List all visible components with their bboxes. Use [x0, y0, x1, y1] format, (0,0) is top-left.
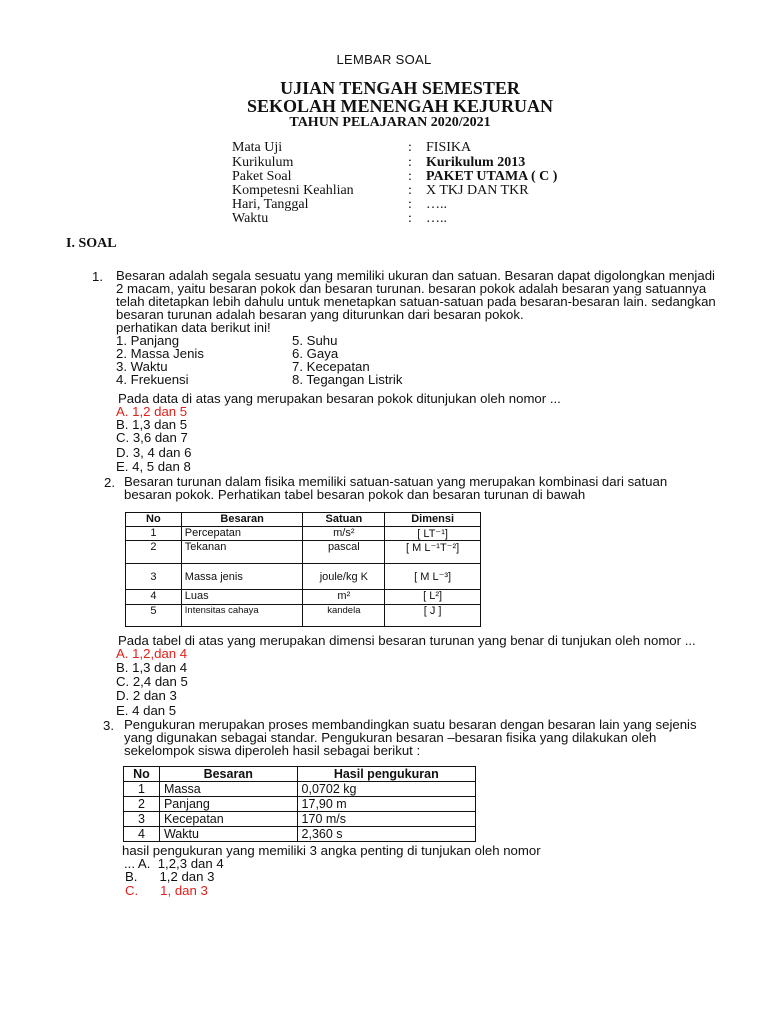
table-cell: Percepatan — [181, 527, 303, 541]
table-header-row — [126, 513, 481, 527]
table-header: Besaran — [181, 513, 303, 527]
measurement-table — [123, 766, 476, 842]
table-cell: Waktu — [159, 827, 297, 842]
table-cell: 1 — [126, 527, 182, 541]
table-cell: m² — [303, 590, 385, 605]
table-row — [126, 541, 481, 564]
question-text-line: Besaran adalah segala sesuatu yang memiliki ukuran dan satuan. Besaran dapat digolongkan menjadi — [116, 268, 715, 283]
table-row — [124, 797, 476, 812]
info-label: Mata Uji — [232, 140, 283, 155]
answer-option-correct: A. 1,2 dan 5 — [116, 404, 188, 419]
table-cell: 2 — [124, 797, 160, 812]
table-cell: 2 — [126, 541, 182, 564]
answer-option: E. 4 dan 5 — [116, 703, 177, 718]
table-cell: Massa jenis — [181, 564, 303, 590]
table-cell: 0,0702 kg — [297, 782, 475, 797]
table-header: Hasil pengukuran — [297, 767, 475, 782]
answer-option-correct: C. 1, dan 3 — [125, 883, 208, 898]
table-row — [124, 782, 476, 797]
table-cell: 4 — [126, 590, 182, 605]
info-colon: : — [408, 155, 412, 170]
table-cell: Kecepatan — [159, 812, 297, 827]
section-title: I. SOAL — [66, 236, 117, 251]
answer-option: C. 3,6 dan 7 — [116, 430, 188, 445]
table-row — [126, 564, 481, 590]
academic-year: TAHUN PELAJARAN 2020/2021 — [289, 115, 491, 130]
info-colon: : — [408, 140, 412, 155]
info-colon: : — [408, 197, 412, 212]
list-item: 4. Frekuensi — [116, 372, 189, 387]
table-header: Satuan — [303, 513, 385, 527]
info-colon: : — [408, 169, 412, 184]
table-cell: [ LT⁻¹] — [385, 527, 481, 541]
answer-option: D. 2 dan 3 — [116, 688, 177, 703]
info-value: Kurikulum 2013 — [426, 155, 526, 170]
table-cell: 170 m/s — [297, 812, 475, 827]
table-row — [126, 605, 481, 627]
info-label: Hari, Tanggal — [232, 197, 309, 212]
table-header: No — [126, 513, 182, 527]
table-cell: Tekanan — [181, 541, 303, 564]
info-value: ….. — [426, 211, 447, 226]
table-row — [124, 812, 476, 827]
table-cell: 5 — [126, 605, 182, 627]
info-label: Paket Soal — [232, 169, 292, 184]
table-cell: 1 — [124, 782, 160, 797]
school-title: SEKOLAH MENENGAH KEJURUAN — [246, 96, 554, 116]
list-item: 2. Massa Jenis — [116, 346, 204, 361]
question-text-line: besaran turunan adalah besaran yang diturunkan dari besaran pokok. — [116, 307, 524, 322]
list-item: 5. Suhu — [292, 333, 338, 348]
question-number: 3. — [103, 718, 114, 733]
info-value: FISIKA — [426, 140, 472, 155]
table-header: No — [124, 767, 160, 782]
exam-title: UJIAN TENGAH SEMESTER — [280, 78, 520, 98]
list-item: 3. Waktu — [116, 359, 168, 374]
question-text-line: yang digunakan sebagai standar. Pengukuran besaran –besaran fisika yang dilakukan oleh — [124, 730, 657, 745]
table-cell: Luas — [181, 590, 303, 605]
info-value: ….. — [426, 197, 447, 212]
question-prompt: Pada data di atas yang merupakan besaran pokok ditunjukan oleh nomor ... — [118, 391, 561, 406]
table-cell: joule/kg K — [303, 564, 385, 590]
question-text-line: Besaran turunan dalam fisika memiliki satuan-satuan yang merupakan kombinasi dari satuan — [124, 474, 668, 489]
dimension-table — [125, 512, 481, 627]
table-header-row — [124, 767, 476, 782]
table-cell: 2,360 s — [297, 827, 475, 842]
question-text-line: besaran pokok. Perhatikan tabel besaran pokok dan besaran turunan di bawah — [124, 487, 586, 502]
info-label: Kompetesni Keahlian — [232, 183, 354, 198]
question-number: 2. — [104, 475, 115, 490]
table-cell: 4 — [124, 827, 160, 842]
table-cell: [ L²] — [385, 590, 481, 605]
info-label: Waktu — [232, 211, 269, 226]
table-row — [124, 827, 476, 842]
table-cell: Intensitas cahaya — [181, 605, 303, 627]
question-text-line: Pengukuran merupakan proses membandingkan suatu besaran dengan besaran lain yang sejenis — [124, 717, 697, 732]
answer-option: B. 1,2 dan 3 — [125, 869, 215, 884]
info-value: PAKET UTAMA ( C ) — [426, 169, 558, 184]
document-label: LEMBAR SOAL — [336, 52, 432, 67]
table-row — [126, 527, 481, 541]
question-text-line: sekelompok siswa diperoleh hasil sebagai berikut : — [124, 743, 421, 758]
table-cell: pascal — [303, 541, 385, 564]
info-label: Kurikulum — [232, 155, 294, 170]
table-header: Dimensi — [385, 513, 481, 527]
table-header: Besaran — [159, 767, 297, 782]
info-colon: : — [408, 183, 412, 198]
table-cell: kandela — [303, 605, 385, 627]
table-cell: [ J ] — [385, 605, 481, 627]
answer-option: D. 3, 4 dan 6 — [116, 445, 192, 460]
question-text-line: perhatikan data berikut ini! — [116, 320, 271, 335]
table-cell: [ M L⁻¹T⁻²] — [385, 541, 481, 564]
question-prompt: Pada tabel di atas yang merupakan dimensi besaran turunan yang benar di tunjukan oleh nomor ... — [118, 633, 696, 648]
answer-option: C. 2,4 dan 5 — [116, 674, 188, 689]
list-item: 1. Panjang — [116, 333, 180, 348]
question-text-line: 2 macam, yaitu besaran pokok dan besaran turunan. besaran pokok adalah besaran yang satuannya — [116, 281, 707, 296]
answer-option: ... A. 1,2,3 dan 4 — [124, 856, 224, 871]
list-item: 7. Kecepatan — [292, 359, 370, 374]
list-item: 8. Tegangan Listrik — [292, 372, 403, 387]
table-cell: Massa — [159, 782, 297, 797]
answer-option-correct: A. 1,2,dan 4 — [116, 646, 188, 661]
table-cell: 3 — [126, 564, 182, 590]
answer-option: E. 4, 5 dan 8 — [116, 459, 191, 474]
table-cell: Panjang — [159, 797, 297, 812]
answer-option: B. 1,3 dan 5 — [116, 417, 188, 432]
question-prompt: hasil pengukuran yang memiliki 3 angka penting di tunjukan oleh nomor — [122, 843, 541, 858]
info-colon: : — [408, 211, 412, 226]
table-cell: m/s² — [303, 527, 385, 541]
table-cell: [ M L⁻³] — [385, 564, 481, 590]
question-text-line: telah ditetapkan lebih dahulu untuk menetapkan satuan-satuan pada besaran-besaran lain. sedangkan — [116, 294, 716, 309]
answer-option: B. 1,3 dan 4 — [116, 660, 188, 675]
table-cell: 3 — [124, 812, 160, 827]
info-value: X TKJ DAN TKR — [426, 183, 529, 198]
table-cell: 17,90 m — [297, 797, 475, 812]
list-item: 6. Gaya — [292, 346, 339, 361]
table-row — [126, 590, 481, 605]
question-number: 1. — [92, 269, 103, 284]
